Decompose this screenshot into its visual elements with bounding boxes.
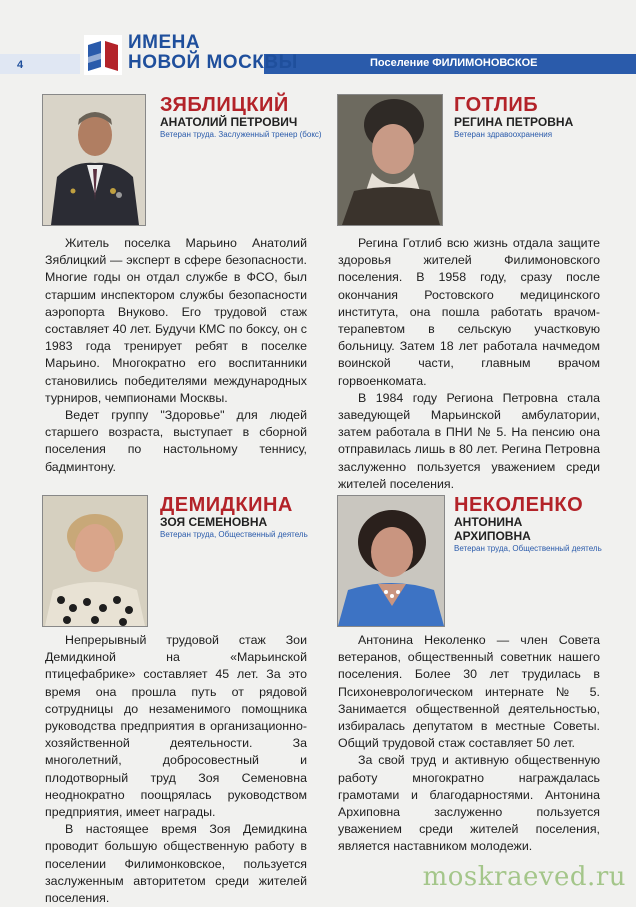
logo-text [128,33,298,73]
book-logo-icon [84,35,122,75]
portrait-photo [42,94,146,226]
profile-given-names: АНАТОЛИЙ ПЕТРОВИЧ [160,115,298,129]
profile-bio [338,632,600,856]
bio-paragraph: В настоящее время Зоя Демидкина проводит большую общественную работу в поселении Филимонковское, пользуется заслуженным авторитетом среди жителей поселения. [45,822,307,906]
bio-paragraph: Непрерывный трудовой стаж Зои Демидкиной на «Марьинской птицефабрике» составляет 45 лет. За это время она прошла путь от рядовой сотрудницы до незаменимого помощника руководства предприятия в организационно-хозяйственной деятельности. За многолетний, добросовестный и плодотворный труд Зоя Семеновна неоднократно поощрялась руководством предприятия, имеет награды. [45,633,307,820]
profile-given-names: ЗОЯ СЕМЕНОВНА [160,515,268,529]
profile-given-names: АРХИПОВНА [454,529,531,543]
bio-paragraph: Житель поселка Марьино Анатолий Зяблицкий — эксперт в сфере безопасности. Многие годы он отдал службе в ФСО, был старшим инспектором службы безопасности аэропорта Внуково. Его трудовой стаж составляет 40 лет. Будучи КМС по боксу, он с 1983 года тренирует ребят в поселке Марьино. Многократно его воспитанники становились победителями международных турниров, чемпионами Москвы. [45,236,307,405]
profile-surname: НЕКОЛЕНКО [454,494,584,516]
profile-surname: ДЕМИДКИНА [160,494,293,516]
profile-given-names: РЕГИНА ПЕТРОВНА [454,115,574,129]
profile-bio [45,632,307,907]
profile-role: Ветеран здравоохранения [454,130,553,139]
page-number: 4 [17,59,24,71]
portrait-photo [337,94,443,226]
portrait-photo [337,495,445,627]
logo-line-2: НОВОЙ МОСКВЫ [128,52,298,73]
site-watermark: moskraeved.ru [422,862,626,892]
bio-paragraph: Ведет группу "Здоровье" для людей старшего возраста, выступает в сборной поселения по настольному теннису, бадминтону. [45,408,307,474]
profile-role: Ветеран труда. Заслуженный тренер (бокс) [160,130,322,139]
bio-paragraph: За свой труд и активную общественную работу многократно награждалась грамотами и благодарностями. Антонина Архиповна заслуженно пользуется уважением среди жителей поселения, является наставником молодежи. [338,753,600,854]
profile-bio [45,235,307,476]
portrait-photo [42,495,148,627]
settlement-name: Поселение ФИЛИМОНОВСКОЕ [370,57,538,69]
bio-paragraph: В 1984 году Региона Петровна стала заведующей Марьинской амбулатории, затем работала в ПНИ № 5. На пенсию она отправилась лишь в 80 лет. Регина Петровна заслуженно пользуется уважением среди жителей поселения. [338,390,600,491]
profile-given-names: АНТОНИНА [454,515,523,529]
bio-paragraph: Антонина Неколенко — член Совета ветеранов, общественный советник нашего поселения. Более 30 лет трудилась в Психоневрологическом интернате № 5. Занимается общественной деятельностью, избиралась депутатом в местные Советы. Общий трудовой стаж составляет 50 лет. [338,633,600,751]
page-header [0,0,636,88]
profile-role: Ветеран труда, Общественный деятель [454,544,602,553]
profile-role: Ветеран труда, Общественный деятель [160,530,308,539]
bio-paragraph: Регина Готлиб всю жизнь отдала защите здоровья жителей Филимоновского поселения. В 1958 году, сразу после окончания Ростовского медицинского института, она пошла работать врачом-терапевтом в сельскую участковую больницу. Затем 18 лет работала начмедом воинской части, главным врачом горвоенкомата. [338,236,600,388]
profile-surname: ГОТЛИБ [454,94,539,116]
profile-surname: ЗЯБЛИЦКИЙ [160,94,289,116]
logo-line-1: ИМЕНА [128,32,201,53]
profile-bio [338,235,600,493]
